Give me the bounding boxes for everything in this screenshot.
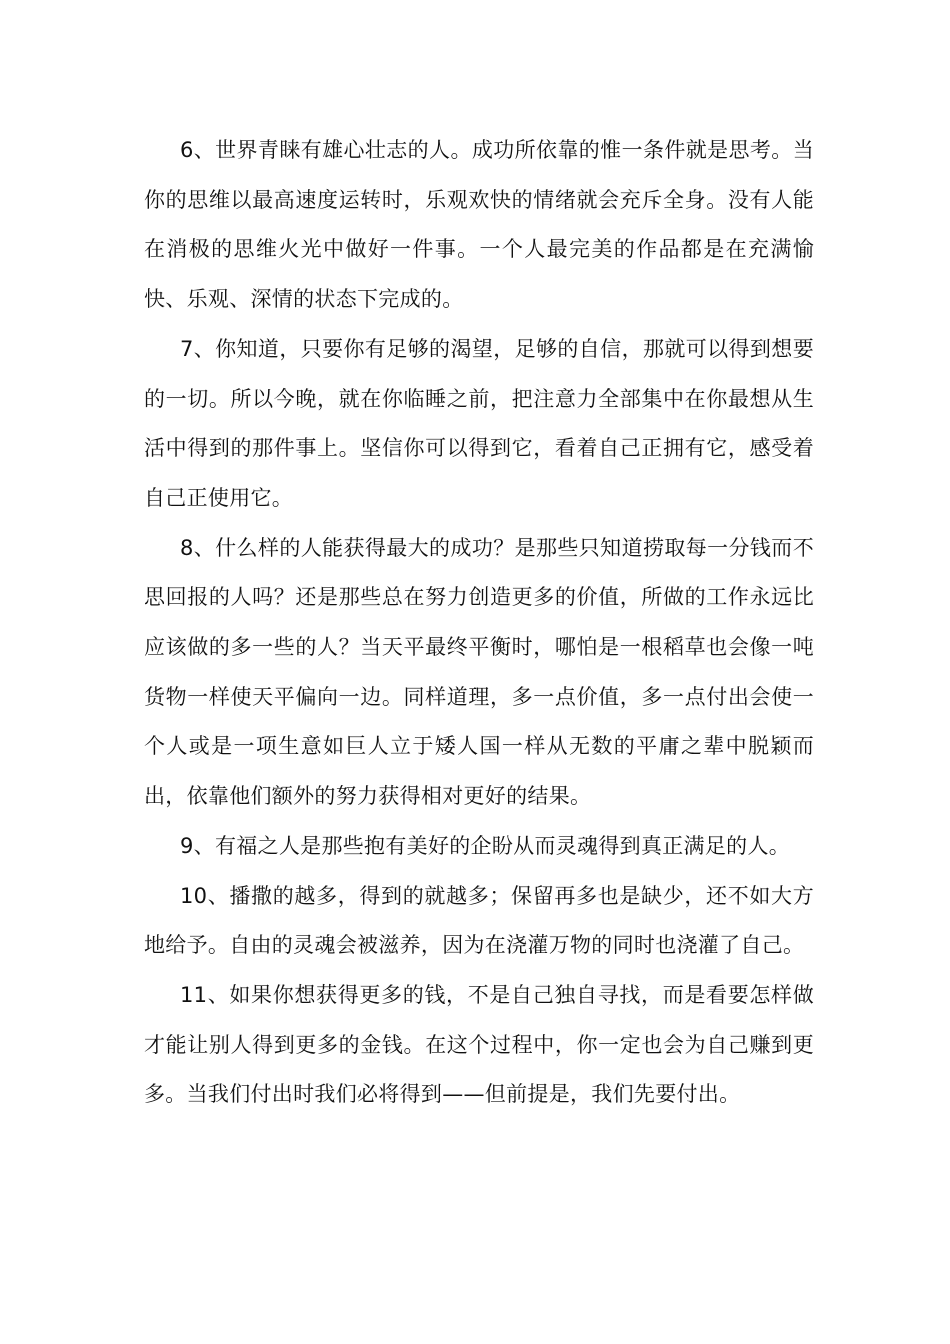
- paragraph-10: 10、播撒的越多，得到的就越多；保留再多也是缺少，还不如大方地给予。自由的灵魂会被滋养，因为在浇灌万物的同时也浇灌了自己。: [144, 883, 814, 958]
- document-body: [144, 126, 814, 1120]
- paragraph-7: 7、你知道，只要你有足够的渴望，足够的自信，那就可以得到想要的一切。所以今晚，就在你临睡之前，把注意力全部集中在你最想从生活中得到的那件事上。坚信你可以得到它，看着自己正拥有它，感受着自己正使用它。: [144, 336, 814, 510]
- paragraph-9: 9、有福之人是那些抱有美好的企盼从而灵魂得到真正满足的人。: [180, 833, 791, 858]
- paragraph-6: 6、世界青睐有雄心壮志的人。成功所依靠的惟一条件就是思考。当你的思维以最高速度运转时，乐观欢快的情绪就会充斥全身。没有人能在消极的思维火光中做好一件事。一个人最完美的作品都是在充满愉快、乐观、深情的状态下完成的。: [144, 138, 814, 312]
- paragraph-11: 11、如果你想获得更多的钱，不是自己独自寻找，而是看要怎样做才能让别人得到更多的金钱。在这个过程中，你一定也会为自己赚到更多。当我们付出时我们必将得到——但前提是，我们先要付出。: [144, 982, 814, 1107]
- paragraph-8: 8、什么样的人能获得最大的成功？是那些只知道捞取每一分钱而不思回报的人吗？还是那些总在努力创造更多的价值，所做的工作永远比应该做的多一些的人？当天平最终平衡时，哪怕是一根稻草也会像一吨货物一样使天平偏向一边。同样道理，多一点价值，多一点付出会使一个人或是一项生意如巨人立于矮人国一样从无数的平庸之辈中脱颖而出，依靠他们额外的努力获得相对更好的结果。: [144, 535, 814, 809]
